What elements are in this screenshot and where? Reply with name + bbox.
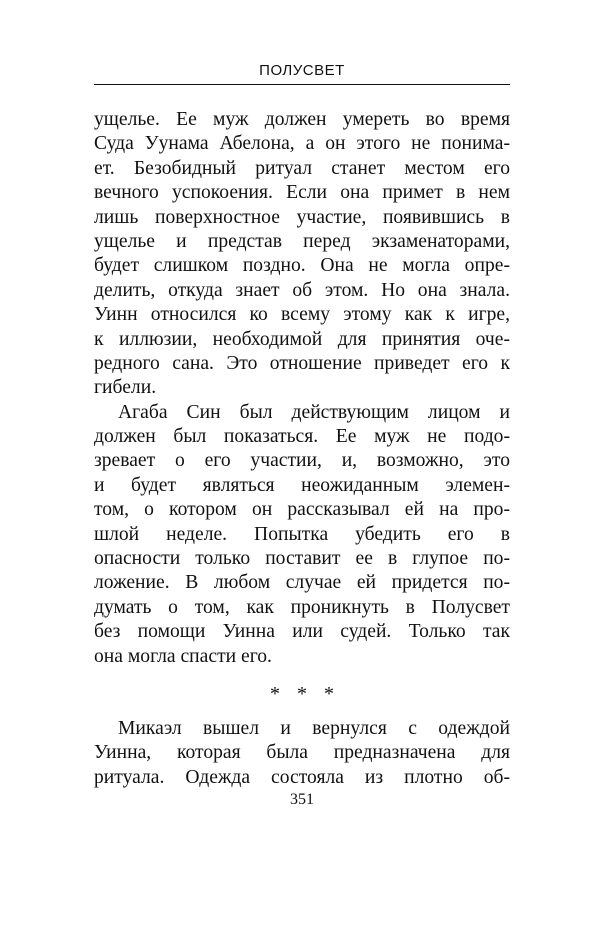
text-line: ущелье и представ перед экзаменаторами, xyxy=(94,230,510,252)
text-line: будет слишком поздно. Она не могла опре- xyxy=(94,255,510,277)
page-number: 351 xyxy=(290,791,314,808)
text-line: думать о том, как проникнуть в Полусвет xyxy=(94,596,510,618)
text-line: вечного успокоения. Если она примет в нем xyxy=(94,182,510,204)
text-line: том, о котором он рассказывал ей на про- xyxy=(94,499,510,521)
text-line: опасности только поставит ее в глупое по- xyxy=(94,548,510,570)
paragraph-2 xyxy=(94,401,510,669)
paragraph-3 xyxy=(94,717,510,790)
text-line: редного сана. Это отношение приведет его к xyxy=(94,352,510,374)
spacer xyxy=(94,669,510,681)
text-line: Уинн относился ко всему этому как к игре, xyxy=(94,304,510,326)
running-head: ПОЛУСВЕТ xyxy=(259,62,345,79)
text-line: шлой неделе. Попытка убедить его в xyxy=(94,523,510,545)
section-separator: * * * xyxy=(270,682,340,705)
text-line: без помощи Уинна или судей. Только так xyxy=(94,621,510,643)
text-line: ет. Безобидный ритуал станет местом его xyxy=(94,157,510,179)
text-line: ущелье. Ее муж должен умереть во время xyxy=(94,109,510,130)
text-line: Микаэл вышел и вернулся с одеждой xyxy=(118,717,510,739)
text-line: к иллюзии, необходимой для принятия оче- xyxy=(94,328,510,350)
text-line: лишь поверхностное участие, появившись в xyxy=(94,206,510,228)
text-line: ритуала. Одежда состояла из плотно об- xyxy=(94,766,510,788)
text-line: она могла спасти его. xyxy=(94,645,272,667)
header-rule xyxy=(94,84,510,85)
text-line: гибели. xyxy=(94,377,157,399)
body-text xyxy=(94,108,510,790)
text-line: Агаба Син был действующим лицом и xyxy=(118,401,510,423)
text-line: Суда Уунама Абелона, а он этого не понима- xyxy=(94,133,510,155)
text-line: ложение. В любом случае ей придется по- xyxy=(94,572,510,594)
text-line: зревает о его участии, и, возможно, это xyxy=(94,450,510,472)
text-line: должен был показаться. Ее муж не подо- xyxy=(94,426,510,448)
text-line: делить, откуда знает об этом. Но она знала. xyxy=(94,279,510,301)
paragraph-1 xyxy=(94,108,510,401)
text-line: и будет являться неожиданным элемен- xyxy=(94,474,510,496)
spacer xyxy=(94,707,510,717)
text-line: Уинна, которая была предназначена для xyxy=(94,742,510,764)
